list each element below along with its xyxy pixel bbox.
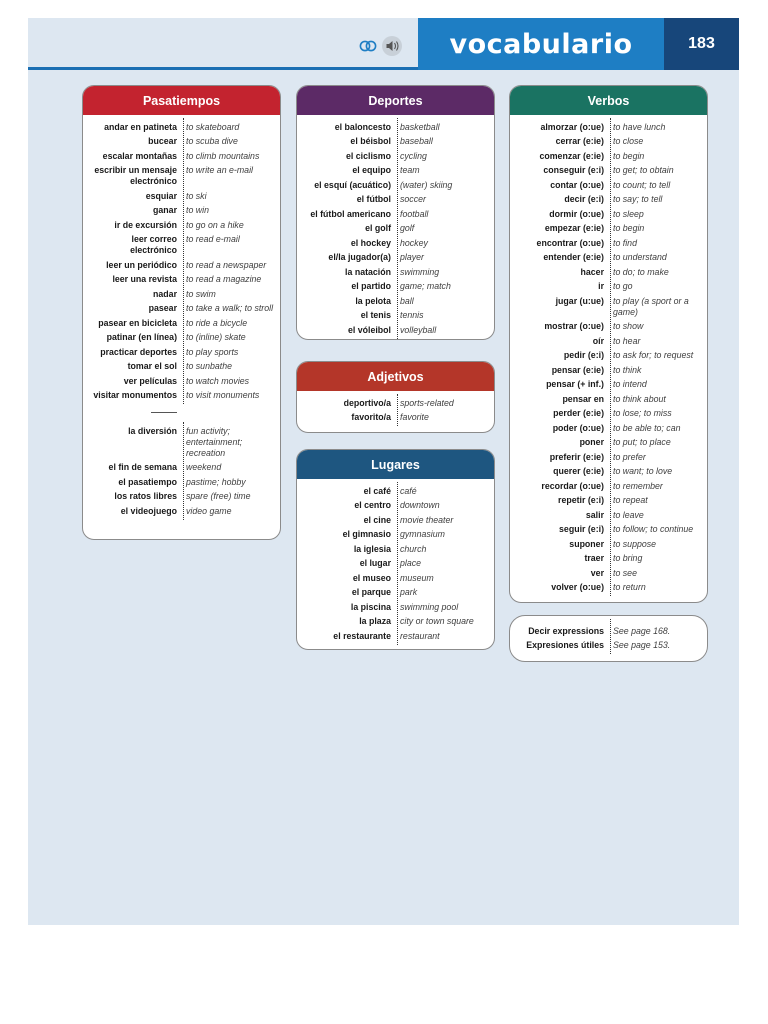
english-translation: sports-related	[400, 397, 454, 408]
vocab-row	[510, 349, 707, 364]
vocab-row	[297, 396, 494, 411]
spanish-term: el cine	[363, 514, 391, 525]
vocab-row	[83, 218, 280, 233]
vocab-row	[297, 120, 494, 135]
english-translation: to leave	[613, 509, 644, 520]
spanish-term: entender (e:ie)	[543, 252, 604, 263]
english-translation: to win	[186, 205, 209, 216]
spanish-term: el/la jugador(a)	[328, 252, 391, 263]
spanish-term: hacer	[580, 266, 604, 277]
spanish-term: pensar (+ inf.)	[546, 379, 604, 390]
english-translation: to get; to obtain	[613, 165, 674, 176]
spanish-term: poner	[579, 437, 604, 448]
spanish-term: encontrar (o:ue)	[536, 237, 604, 248]
spanish-term: el tenis	[360, 310, 391, 321]
english-translation: to be able to; can	[613, 422, 681, 433]
vocab-row	[83, 360, 280, 375]
spanish-term: jugar (u:ue)	[555, 295, 604, 306]
english-translation: basketball	[400, 121, 440, 132]
spanish-term: seguir (e:i)	[559, 524, 604, 535]
english-translation: to go	[613, 281, 633, 292]
vocab-row	[510, 294, 707, 320]
speaker-icon[interactable]	[382, 36, 402, 56]
spanish-term: el béisbol	[350, 136, 391, 147]
english-translation: See page 153.	[613, 640, 671, 651]
expresiones-list	[510, 616, 707, 657]
spanish-term: pasear en bicicleta	[98, 317, 177, 328]
english-translation: to lose; to miss	[613, 408, 672, 419]
english-translation: to want; to love	[613, 466, 673, 477]
english-translation: to write an e-mail	[186, 165, 253, 176]
vocab-row	[510, 479, 707, 494]
spanish-term: pensar (e:ie)	[551, 364, 604, 375]
english-translation: to see	[613, 567, 637, 578]
english-translation: to suppose	[613, 538, 657, 549]
vocab-row	[83, 204, 280, 219]
spanish-term: ver películas	[123, 375, 177, 386]
spanish-term: el lugar	[359, 558, 391, 569]
english-translation: to play (a sport or a game)	[613, 295, 689, 317]
english-translation: place	[400, 558, 422, 569]
english-translation: to repeat	[613, 495, 648, 506]
spanish-term: repetir (e:i)	[558, 495, 604, 506]
vocab-row	[510, 320, 707, 335]
vocab-row	[510, 207, 707, 222]
english-translation: to remember	[613, 480, 663, 491]
adjetivos-list	[297, 391, 494, 429]
english-translation: to say; to tell	[613, 194, 663, 205]
spanish-term: el fin de semana	[108, 462, 177, 473]
vocab-row	[83, 149, 280, 164]
english-translation: park	[400, 587, 418, 598]
spanish-term: empezar (e:ie)	[544, 223, 604, 234]
pasatiempos-title: Pasatiempos	[83, 86, 280, 115]
vocab-row	[510, 378, 707, 393]
vocab-row	[83, 189, 280, 204]
spanish-term: el golf	[365, 223, 391, 234]
spanish-term: el ciclismo	[346, 150, 391, 161]
english-translation: to climb mountains	[186, 150, 260, 161]
english-translation: volleyball	[400, 324, 437, 335]
spanish-term: la piscina	[350, 601, 391, 612]
spanish-term: el café	[363, 485, 391, 496]
vocab-row	[83, 504, 280, 519]
spanish-term: practicar deportes	[100, 346, 177, 357]
vocab-row	[297, 586, 494, 601]
spanish-term: el restaurante	[333, 630, 391, 641]
verbos-list	[510, 115, 707, 599]
spanish-term: salir	[585, 509, 604, 520]
english-translation: church	[400, 543, 427, 554]
spanish-term: el videojuego	[120, 505, 177, 516]
vocab-row	[83, 389, 280, 404]
spanish-term: favorito/a	[351, 412, 391, 423]
pasatiempos-divider	[83, 407, 280, 419]
vocab-row	[510, 552, 707, 567]
english-translation: to sleep	[613, 208, 644, 219]
english-translation: to begin	[613, 223, 645, 234]
english-translation: tennis	[400, 310, 424, 321]
english-translation: museum	[400, 572, 434, 583]
vocab-row	[83, 302, 280, 317]
english-translation: to play sports	[186, 346, 239, 357]
spanish-term: el pasatiempo	[118, 476, 177, 487]
vocab-row	[510, 265, 707, 280]
english-translation: to skateboard	[186, 121, 240, 132]
english-translation: to understand	[613, 252, 667, 263]
page-number: 183	[664, 18, 739, 70]
vocab-row	[510, 566, 707, 581]
audio-links-icon[interactable]	[360, 41, 375, 50]
vocab-row	[510, 120, 707, 135]
vocab-row	[297, 251, 494, 266]
english-translation: to hear	[613, 335, 641, 346]
english-translation: to read a magazine	[186, 274, 262, 285]
vocab-row	[510, 465, 707, 480]
lugares-title: Lugares	[297, 450, 494, 479]
vocab-row	[510, 450, 707, 465]
spanish-term: los ratos libres	[114, 491, 177, 502]
english-translation: to read a newspaper	[186, 259, 267, 270]
vocab-row	[510, 363, 707, 378]
vocab-row	[297, 149, 494, 164]
spanish-term: patinar (en línea)	[106, 332, 177, 343]
deportes-list	[297, 115, 494, 340]
english-translation: swimming	[400, 266, 440, 277]
spanish-term: la iglesia	[353, 543, 391, 554]
english-translation: soccer	[400, 194, 426, 205]
english-translation: to scuba dive	[186, 136, 238, 147]
vocab-row	[510, 436, 707, 451]
vocab-row	[83, 258, 280, 273]
spanish-term: recordar (o:ue)	[541, 480, 604, 491]
spanish-term: el baloncesto	[334, 121, 391, 132]
spanish-term: tomar el sol	[127, 361, 177, 372]
english-translation: to visit monuments	[186, 390, 260, 401]
vocab-row	[297, 222, 494, 237]
spanish-term: ganar	[153, 205, 177, 216]
spanish-term: nadar	[153, 288, 177, 299]
english-translation: to follow; to continue	[613, 524, 694, 535]
vocab-row	[510, 581, 707, 596]
spanish-term: pensar en	[562, 393, 604, 404]
verbos-title: Verbos	[510, 86, 707, 115]
lugares-section	[296, 449, 495, 650]
english-translation: baseball	[400, 136, 433, 147]
spanish-term: el vóleibol	[347, 324, 391, 335]
vocab-row	[297, 484, 494, 499]
spanish-term: el centro	[354, 500, 391, 511]
spanish-term: el gimnasio	[342, 529, 391, 540]
english-translation: to ski	[186, 190, 207, 201]
vocab-row	[510, 392, 707, 407]
vocab-row	[510, 639, 707, 654]
vocab-row	[510, 508, 707, 523]
vocab-row	[510, 421, 707, 436]
lugares-list	[297, 479, 494, 648]
english-translation: to return	[613, 582, 646, 593]
vocab-row	[83, 461, 280, 476]
spanish-term: ir de excursión	[114, 219, 177, 230]
vocab-row	[83, 233, 280, 259]
spanish-term: el esquí (acuático)	[314, 179, 391, 190]
english-translation: downtown	[400, 500, 440, 511]
english-translation: ball	[400, 295, 414, 306]
pasatiempos-section	[82, 85, 281, 540]
spanish-term: la diversión	[128, 425, 177, 436]
spanish-term: leer correo electrónico	[130, 234, 177, 256]
spanish-term: comenzar (e:ie)	[539, 150, 604, 161]
vocab-row	[510, 178, 707, 193]
english-translation: movie theater	[400, 514, 454, 525]
verbos-section	[509, 85, 708, 603]
english-translation: See page 168.	[613, 625, 671, 636]
deportes-section	[296, 85, 495, 340]
vocab-row	[297, 499, 494, 514]
english-translation: to watch movies	[186, 375, 250, 386]
audio-icons	[358, 35, 406, 57]
spanish-term: escribir un mensaje electrónico	[94, 165, 177, 187]
english-translation: to think about	[613, 393, 666, 404]
english-translation: to think	[613, 364, 642, 375]
vocab-row	[83, 164, 280, 190]
english-translation: video game	[186, 505, 232, 516]
spanish-term: el fútbol	[356, 194, 391, 205]
spanish-term: la plaza	[359, 616, 391, 627]
spanish-term: andar en patineta	[104, 121, 177, 132]
vocab-row	[297, 207, 494, 222]
vocab-row	[297, 280, 494, 295]
vocab-row	[510, 193, 707, 208]
english-translation: to (inline) skate	[186, 332, 246, 343]
vocab-row	[510, 280, 707, 295]
english-translation: to take a walk; to stroll	[186, 303, 274, 314]
english-translation: swimming pool	[400, 601, 459, 612]
vocab-row	[297, 600, 494, 615]
vocab-row	[297, 629, 494, 644]
vocab-row	[83, 316, 280, 331]
vocab-row	[83, 345, 280, 360]
spanish-term: la pelota	[355, 295, 391, 306]
english-translation: to show	[613, 321, 644, 332]
spanish-term: ir	[598, 281, 604, 292]
spanish-term: conseguir (e:i)	[543, 165, 604, 176]
vocab-row	[510, 251, 707, 266]
spanish-term: suponer	[569, 538, 604, 549]
adjetivos-section	[296, 361, 495, 433]
spanish-term: leer una revista	[112, 274, 177, 285]
spanish-term: ver	[590, 567, 604, 578]
english-translation: to swim	[186, 288, 216, 299]
english-translation: football	[400, 208, 429, 219]
vocab-row	[510, 236, 707, 251]
vocab-row	[297, 615, 494, 630]
spanish-term: pedir (e:i)	[563, 350, 604, 361]
english-translation: (water) skiing	[400, 179, 453, 190]
vocab-row	[510, 407, 707, 422]
vocab-row	[510, 624, 707, 639]
spanish-term: escalar montañas	[102, 150, 177, 161]
vocab-row	[297, 309, 494, 324]
spanish-term: el hockey	[350, 237, 391, 248]
vocab-row	[510, 164, 707, 179]
english-translation: spare (free) time	[186, 491, 251, 502]
vocab-row	[297, 542, 494, 557]
vocab-row	[297, 294, 494, 309]
spanish-term: querer (e:ie)	[553, 466, 604, 477]
vocab-row	[83, 475, 280, 490]
english-translation: pastime; hobby	[186, 476, 246, 487]
vocab-row	[510, 149, 707, 164]
english-translation: to put; to place	[613, 437, 671, 448]
english-translation: player	[400, 252, 424, 263]
spanish-term: bucear	[148, 136, 177, 147]
vocab-row	[297, 193, 494, 208]
english-translation: to intend	[613, 379, 647, 390]
english-translation: hockey	[400, 237, 428, 248]
spanish-term: el equipo	[352, 165, 391, 176]
spanish-term: el museo	[352, 572, 391, 583]
vocab-row	[297, 411, 494, 426]
pasatiempos-nouns-list	[83, 419, 280, 523]
english-translation: to bring	[613, 553, 643, 564]
spanish-term: cerrar (e:ie)	[555, 136, 604, 147]
english-translation: team	[400, 165, 420, 176]
spanish-term: dormir (o:ue)	[549, 208, 604, 219]
vocab-row	[83, 331, 280, 346]
spanish-term: contar (o:ue)	[550, 179, 604, 190]
vocab-row	[83, 273, 280, 288]
english-translation: city or town square	[400, 616, 474, 627]
english-translation: to ask for; to request	[613, 350, 694, 361]
vocab-row	[297, 178, 494, 193]
vocab-row	[83, 287, 280, 302]
vocab-row	[510, 523, 707, 538]
spanish-term: traer	[584, 553, 604, 564]
spanish-term: volver (o:ue)	[551, 582, 604, 593]
spanish-term: el parque	[351, 587, 391, 598]
vocab-row	[297, 135, 494, 150]
spanish-term: el fútbol americano	[310, 208, 391, 219]
english-translation: game; match	[400, 281, 451, 292]
vocab-row	[510, 135, 707, 150]
spanish-term: leer un periódico	[106, 259, 177, 270]
spanish-term: Expresiones útiles	[526, 640, 604, 651]
spanish-term: el partido	[351, 281, 391, 292]
english-translation: to go on a hike	[186, 219, 244, 230]
expresiones-section	[509, 615, 708, 662]
vocab-row	[297, 528, 494, 543]
vocab-row	[297, 571, 494, 586]
english-translation: to close	[613, 136, 644, 147]
english-translation: golf	[400, 223, 415, 234]
vocab-row	[83, 374, 280, 389]
page-title: vocabulario	[418, 18, 664, 70]
deportes-title: Deportes	[297, 86, 494, 115]
english-translation: cycling	[400, 150, 427, 161]
english-translation: fun activity; entertainment; recreation	[186, 425, 243, 458]
spanish-term: Decir expressions	[528, 625, 604, 636]
spanish-term: preferir (e:ie)	[549, 451, 604, 462]
spanish-term: esquiar	[145, 190, 177, 201]
spanish-term: perder (e:ie)	[553, 408, 604, 419]
english-translation: to sunbathe	[186, 361, 232, 372]
spanish-term: pasear	[148, 303, 177, 314]
spanish-term: la natación	[345, 266, 391, 277]
spanish-term: mostrar (o:ue)	[544, 321, 604, 332]
spanish-term: visitar monumentos	[93, 390, 177, 401]
spanish-term: oír	[592, 335, 604, 346]
english-translation: to find	[613, 237, 637, 248]
vocab-row	[83, 135, 280, 150]
vocab-row	[297, 265, 494, 280]
english-translation: to count; to tell	[613, 179, 671, 190]
vocab-row	[510, 494, 707, 509]
vocab-row	[297, 513, 494, 528]
vocab-row	[510, 537, 707, 552]
english-translation: to do; to make	[613, 266, 669, 277]
vocab-row	[297, 164, 494, 179]
english-translation: to begin	[613, 150, 645, 161]
english-translation: weekend	[186, 462, 222, 473]
adjetivos-title: Adjetivos	[297, 362, 494, 391]
vocab-row	[510, 334, 707, 349]
vocab-row	[83, 490, 280, 505]
english-translation: to read e-mail	[186, 234, 240, 245]
english-translation: café	[400, 485, 417, 496]
english-translation: gymnasium	[400, 529, 445, 540]
spanish-term: decir (e:i)	[564, 194, 604, 205]
vocab-row	[83, 424, 280, 461]
vocab-row	[297, 236, 494, 251]
english-translation: to prefer	[613, 451, 646, 462]
spanish-term: almorzar (o:ue)	[540, 121, 604, 132]
vocab-row	[510, 222, 707, 237]
pasatiempos-list	[83, 115, 280, 407]
english-translation: restaurant	[400, 630, 440, 641]
english-translation: favorite	[400, 412, 429, 423]
vocab-row	[83, 120, 280, 135]
english-translation: to ride a bicycle	[186, 317, 248, 328]
vocab-row	[297, 557, 494, 572]
vocab-row	[297, 323, 494, 338]
english-translation: to have lunch	[613, 121, 666, 132]
spanish-term: poder (o:ue)	[552, 422, 604, 433]
spanish-term: deportivo/a	[343, 397, 391, 408]
